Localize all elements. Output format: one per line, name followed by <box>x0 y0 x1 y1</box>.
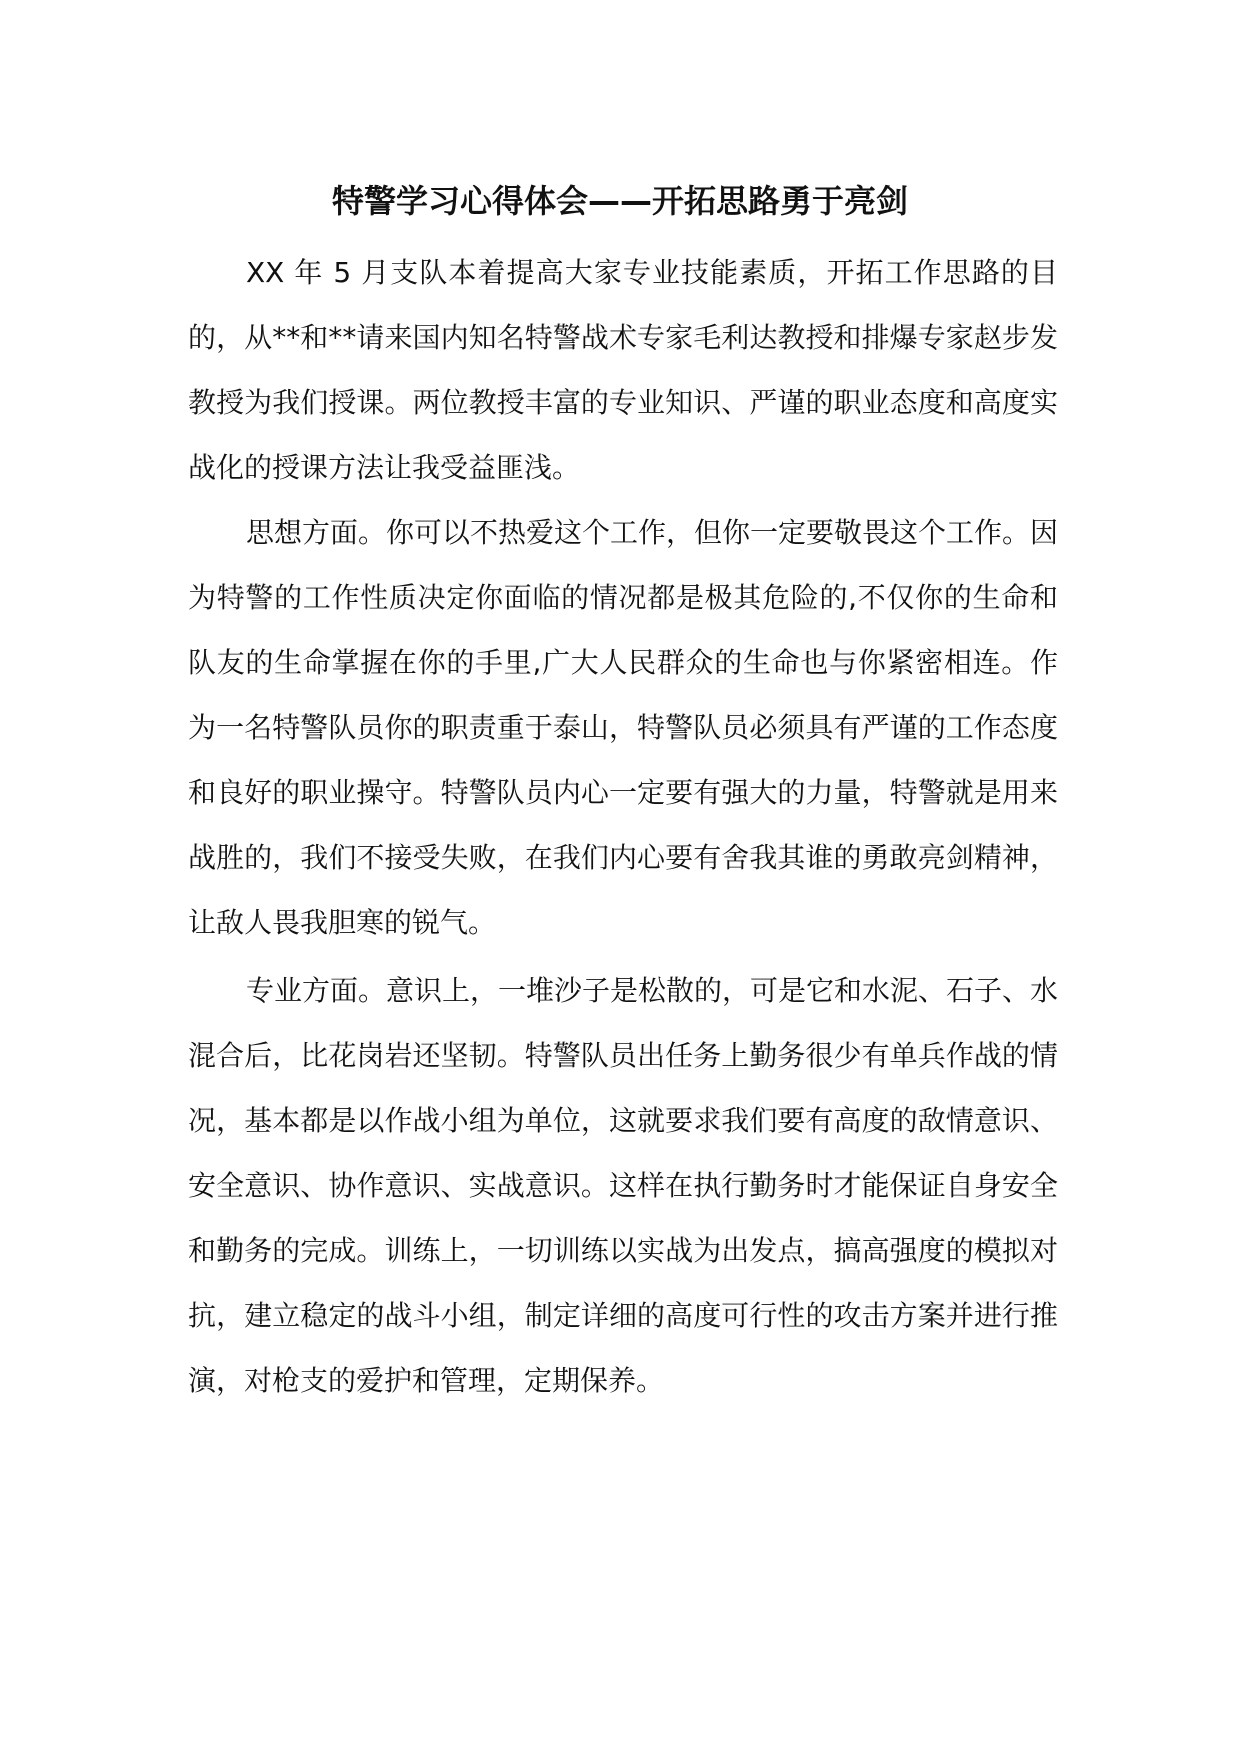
paragraph-professional: 专业方面。意识上，一堆沙子是松散的，可是它和水泥、石子、水混合后，比花岗岩还坚韧。特警队员出任务上勤务很少有单兵作战的情况，基本都是以作战小组为单位，这就要求我们要有高度的敌情意识、安全意识、协作意识、实战意识。这样在执行勤务时才能保证自身安全和勤务的完成。训练上，一切训练以实战为出发点，搞高强度的模拟对抗，建立稳定的战斗小组，制定详细的高度可行性的攻击方案并进行推演，对枪支的爱护和管理，定期保养。 <box>188 974 1059 1397</box>
paragraph-intro: XX 年 5 月支队本着提高大家专业技能素质，开拓工作思路的目的，从**和**请来国内知名特警战术专家毛利达教授和排爆专家赵步发教授为我们授课。两位教授丰富的专业知识、严谨的职业态度和高度实战化的授课方法让我受益匪浅。 <box>188 256 1058 484</box>
document-title: 特警学习心得体会——开拓思路勇于亮剑 <box>331 182 908 220</box>
paragraph-ideology: 思想方面。你可以不热爱这个工作，但你一定要敬畏这个工作。因为特警的工作性质决定你面临的情况都是极其危险的,不仅你的生命和队友的生命掌握在你的手里,广大人民群众的生命也与你紧密相连。作为一名特警队员你的职责重于泰山，特警队员必须具有严谨的工作态度和良好的职业操守。特警队员内心一定要有强大的力量，特警就是用来战胜的，我们不接受失败，在我们内心要有舍我其谁的勇敢亮剑精神，让敌人畏我胆寒的锐气。 <box>188 516 1059 939</box>
